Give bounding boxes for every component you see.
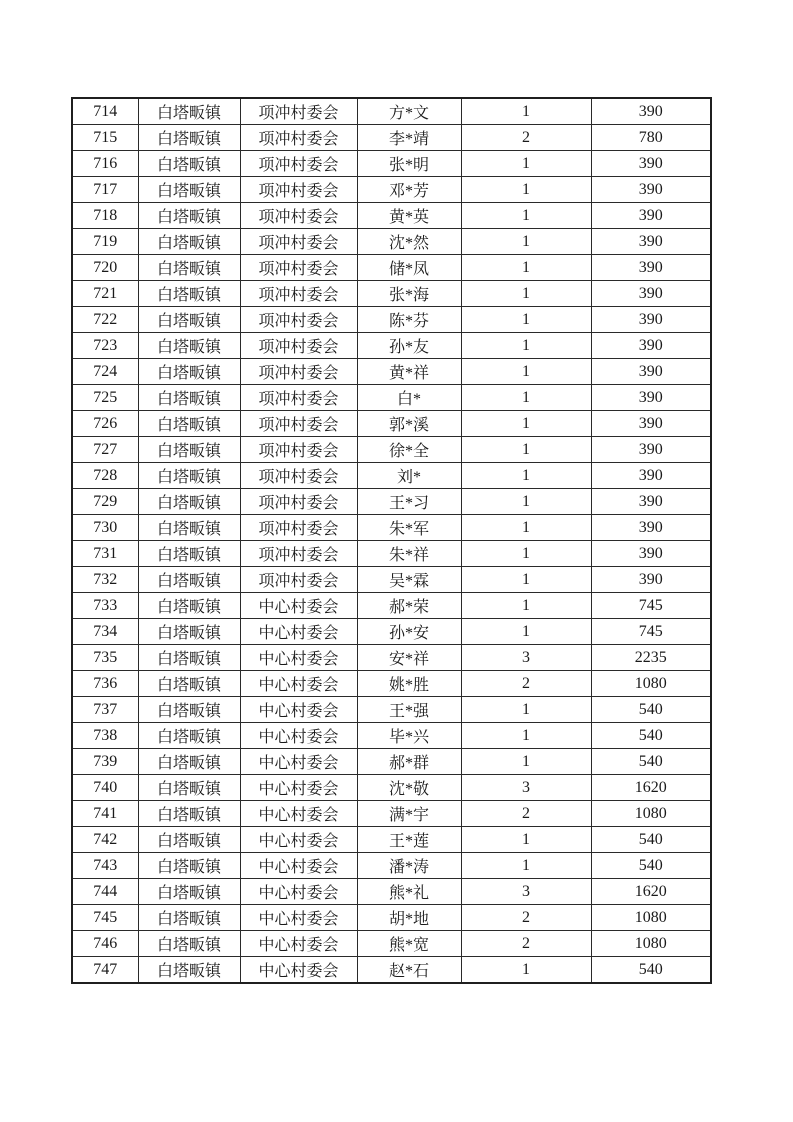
cell-village: 项冲村委会 — [240, 411, 357, 437]
table-row — [72, 359, 711, 385]
cell-name: 胡*地 — [357, 905, 461, 931]
cell-serial: 722 — [72, 307, 138, 333]
cell-amount: 390 — [591, 567, 711, 593]
cell-village: 项冲村委会 — [240, 437, 357, 463]
cell-amount: 540 — [591, 957, 711, 984]
cell-village: 中心村委会 — [240, 749, 357, 775]
cell-town: 白塔畈镇 — [138, 177, 240, 203]
cell-serial: 719 — [72, 229, 138, 255]
cell-name: 陈*芬 — [357, 307, 461, 333]
table-row — [72, 723, 711, 749]
cell-town: 白塔畈镇 — [138, 593, 240, 619]
cell-name: 朱*军 — [357, 515, 461, 541]
cell-amount: 1620 — [591, 879, 711, 905]
cell-count: 2 — [461, 125, 591, 151]
cell-serial: 741 — [72, 801, 138, 827]
cell-count: 1 — [461, 957, 591, 984]
cell-village: 项冲村委会 — [240, 333, 357, 359]
cell-name: 郭*溪 — [357, 411, 461, 437]
cell-serial: 737 — [72, 697, 138, 723]
cell-name: 黄*英 — [357, 203, 461, 229]
cell-village: 中心村委会 — [240, 827, 357, 853]
cell-count: 1 — [461, 255, 591, 281]
cell-amount: 1080 — [591, 671, 711, 697]
cell-count: 1 — [461, 489, 591, 515]
cell-village: 项冲村委会 — [240, 567, 357, 593]
cell-serial: 726 — [72, 411, 138, 437]
cell-serial: 723 — [72, 333, 138, 359]
cell-name: 黄*祥 — [357, 359, 461, 385]
cell-amount: 540 — [591, 723, 711, 749]
cell-serial: 717 — [72, 177, 138, 203]
cell-name: 熊*礼 — [357, 879, 461, 905]
cell-town: 白塔畈镇 — [138, 333, 240, 359]
cell-amount: 780 — [591, 125, 711, 151]
cell-village: 项冲村委会 — [240, 177, 357, 203]
cell-village: 中心村委会 — [240, 931, 357, 957]
cell-amount: 745 — [591, 593, 711, 619]
cell-town: 白塔畈镇 — [138, 541, 240, 567]
table-row — [72, 333, 711, 359]
cell-amount: 390 — [591, 411, 711, 437]
table-row — [72, 801, 711, 827]
cell-serial: 716 — [72, 151, 138, 177]
cell-count: 1 — [461, 827, 591, 853]
cell-amount: 745 — [591, 619, 711, 645]
cell-name: 徐*全 — [357, 437, 461, 463]
cell-village: 中心村委会 — [240, 905, 357, 931]
cell-amount: 540 — [591, 749, 711, 775]
table-row — [72, 203, 711, 229]
cell-name: 沈*然 — [357, 229, 461, 255]
cell-count: 1 — [461, 411, 591, 437]
table-row — [72, 827, 711, 853]
table-row — [72, 697, 711, 723]
cell-town: 白塔畈镇 — [138, 385, 240, 411]
cell-count: 1 — [461, 307, 591, 333]
cell-serial: 746 — [72, 931, 138, 957]
cell-village: 项冲村委会 — [240, 255, 357, 281]
table-row — [72, 515, 711, 541]
cell-amount: 1080 — [591, 801, 711, 827]
cell-count: 2 — [461, 671, 591, 697]
cell-town: 白塔畈镇 — [138, 489, 240, 515]
cell-name: 姚*胜 — [357, 671, 461, 697]
cell-amount: 390 — [591, 151, 711, 177]
table-row — [72, 905, 711, 931]
cell-town: 白塔畈镇 — [138, 255, 240, 281]
cell-name: 邓*芳 — [357, 177, 461, 203]
cell-town: 白塔畈镇 — [138, 463, 240, 489]
cell-village: 中心村委会 — [240, 697, 357, 723]
cell-serial: 721 — [72, 281, 138, 307]
cell-serial: 733 — [72, 593, 138, 619]
cell-town: 白塔畈镇 — [138, 671, 240, 697]
cell-village: 中心村委会 — [240, 775, 357, 801]
table-row — [72, 541, 711, 567]
cell-town: 白塔畈镇 — [138, 697, 240, 723]
cell-town: 白塔畈镇 — [138, 905, 240, 931]
table-row — [72, 98, 711, 125]
cell-town: 白塔畈镇 — [138, 411, 240, 437]
cell-village: 项冲村委会 — [240, 281, 357, 307]
cell-town: 白塔畈镇 — [138, 645, 240, 671]
cell-town: 白塔畈镇 — [138, 151, 240, 177]
cell-amount: 390 — [591, 333, 711, 359]
cell-name: 孙*友 — [357, 333, 461, 359]
cell-serial: 728 — [72, 463, 138, 489]
cell-village: 项冲村委会 — [240, 463, 357, 489]
cell-name: 赵*石 — [357, 957, 461, 984]
cell-village: 中心村委会 — [240, 619, 357, 645]
cell-count: 3 — [461, 645, 591, 671]
cell-count: 3 — [461, 879, 591, 905]
cell-amount: 1080 — [591, 931, 711, 957]
cell-amount: 390 — [591, 359, 711, 385]
cell-name: 沈*敬 — [357, 775, 461, 801]
cell-amount: 390 — [591, 489, 711, 515]
cell-count: 1 — [461, 98, 591, 125]
table-row — [72, 619, 711, 645]
cell-amount: 390 — [591, 385, 711, 411]
cell-name: 朱*祥 — [357, 541, 461, 567]
cell-serial: 736 — [72, 671, 138, 697]
cell-town: 白塔畈镇 — [138, 125, 240, 151]
cell-village: 中心村委会 — [240, 593, 357, 619]
cell-amount: 390 — [591, 307, 711, 333]
table-row — [72, 385, 711, 411]
cell-count: 1 — [461, 749, 591, 775]
table-row — [72, 645, 711, 671]
table-row — [72, 957, 711, 984]
records-table — [71, 97, 712, 984]
cell-village: 中心村委会 — [240, 671, 357, 697]
cell-serial: 743 — [72, 853, 138, 879]
cell-village: 中心村委会 — [240, 645, 357, 671]
cell-name: 郝*荣 — [357, 593, 461, 619]
cell-town: 白塔畈镇 — [138, 359, 240, 385]
table-row — [72, 437, 711, 463]
cell-amount: 2235 — [591, 645, 711, 671]
cell-name: 毕*兴 — [357, 723, 461, 749]
cell-count: 3 — [461, 775, 591, 801]
cell-amount: 390 — [591, 203, 711, 229]
cell-count: 1 — [461, 385, 591, 411]
table-row — [72, 775, 711, 801]
table-row — [72, 177, 711, 203]
cell-name: 张*海 — [357, 281, 461, 307]
table-row — [72, 671, 711, 697]
cell-village: 中心村委会 — [240, 801, 357, 827]
cell-town: 白塔畈镇 — [138, 801, 240, 827]
cell-amount: 390 — [591, 177, 711, 203]
table-row — [72, 853, 711, 879]
cell-village: 项冲村委会 — [240, 98, 357, 125]
cell-amount: 1620 — [591, 775, 711, 801]
cell-name: 安*祥 — [357, 645, 461, 671]
cell-town: 白塔畈镇 — [138, 307, 240, 333]
table-row — [72, 463, 711, 489]
cell-count: 1 — [461, 567, 591, 593]
cell-town: 白塔畈镇 — [138, 853, 240, 879]
table-row — [72, 125, 711, 151]
cell-amount: 390 — [591, 437, 711, 463]
cell-name: 方*文 — [357, 98, 461, 125]
cell-name: 王*强 — [357, 697, 461, 723]
cell-count: 1 — [461, 229, 591, 255]
cell-name: 王*莲 — [357, 827, 461, 853]
cell-serial: 740 — [72, 775, 138, 801]
cell-village: 项冲村委会 — [240, 203, 357, 229]
cell-serial: 745 — [72, 905, 138, 931]
cell-count: 1 — [461, 177, 591, 203]
cell-name: 吴*霖 — [357, 567, 461, 593]
table-row — [72, 307, 711, 333]
cell-village: 中心村委会 — [240, 853, 357, 879]
cell-serial: 744 — [72, 879, 138, 905]
cell-amount: 540 — [591, 697, 711, 723]
cell-amount: 390 — [591, 463, 711, 489]
cell-serial: 725 — [72, 385, 138, 411]
cell-count: 1 — [461, 333, 591, 359]
cell-count: 1 — [461, 463, 591, 489]
cell-village: 项冲村委会 — [240, 489, 357, 515]
cell-village: 中心村委会 — [240, 957, 357, 984]
cell-name: 刘* — [357, 463, 461, 489]
table-row — [72, 749, 711, 775]
cell-serial: 731 — [72, 541, 138, 567]
table-row — [72, 151, 711, 177]
cell-count: 1 — [461, 203, 591, 229]
cell-count: 1 — [461, 853, 591, 879]
cell-serial: 720 — [72, 255, 138, 281]
cell-town: 白塔畈镇 — [138, 229, 240, 255]
cell-count: 2 — [461, 931, 591, 957]
cell-serial: 730 — [72, 515, 138, 541]
cell-amount: 540 — [591, 827, 711, 853]
cell-serial: 739 — [72, 749, 138, 775]
cell-town: 白塔畈镇 — [138, 957, 240, 984]
cell-name: 满*宇 — [357, 801, 461, 827]
table-row — [72, 931, 711, 957]
cell-count: 1 — [461, 515, 591, 541]
cell-serial: 715 — [72, 125, 138, 151]
cell-count: 1 — [461, 437, 591, 463]
cell-count: 1 — [461, 281, 591, 307]
cell-name: 郝*群 — [357, 749, 461, 775]
cell-name: 孙*安 — [357, 619, 461, 645]
table-row — [72, 229, 711, 255]
cell-amount: 1080 — [591, 905, 711, 931]
cell-serial: 714 — [72, 98, 138, 125]
cell-serial: 742 — [72, 827, 138, 853]
cell-serial: 732 — [72, 567, 138, 593]
cell-town: 白塔畈镇 — [138, 203, 240, 229]
cell-village: 项冲村委会 — [240, 515, 357, 541]
cell-count: 1 — [461, 697, 591, 723]
cell-village: 中心村委会 — [240, 879, 357, 905]
cell-name: 白* — [357, 385, 461, 411]
table-row — [72, 281, 711, 307]
cell-name: 李*靖 — [357, 125, 461, 151]
cell-name: 熊*宽 — [357, 931, 461, 957]
cell-town: 白塔畈镇 — [138, 437, 240, 463]
cell-amount: 390 — [591, 98, 711, 125]
cell-name: 储*凤 — [357, 255, 461, 281]
cell-village: 项冲村委会 — [240, 151, 357, 177]
cell-town: 白塔畈镇 — [138, 931, 240, 957]
table-row — [72, 593, 711, 619]
cell-village: 项冲村委会 — [240, 125, 357, 151]
cell-name: 张*明 — [357, 151, 461, 177]
table-row — [72, 879, 711, 905]
cell-serial: 734 — [72, 619, 138, 645]
cell-village: 项冲村委会 — [240, 359, 357, 385]
table-row — [72, 567, 711, 593]
cell-count: 1 — [461, 723, 591, 749]
cell-village: 项冲村委会 — [240, 541, 357, 567]
cell-serial: 724 — [72, 359, 138, 385]
cell-serial: 747 — [72, 957, 138, 984]
cell-serial: 735 — [72, 645, 138, 671]
cell-count: 1 — [461, 619, 591, 645]
cell-serial: 718 — [72, 203, 138, 229]
cell-town: 白塔畈镇 — [138, 723, 240, 749]
cell-village: 项冲村委会 — [240, 307, 357, 333]
cell-count: 2 — [461, 801, 591, 827]
cell-serial: 738 — [72, 723, 138, 749]
cell-town: 白塔畈镇 — [138, 281, 240, 307]
cell-amount: 540 — [591, 853, 711, 879]
cell-count: 2 — [461, 905, 591, 931]
cell-amount: 390 — [591, 541, 711, 567]
table-row — [72, 411, 711, 437]
cell-amount: 390 — [591, 255, 711, 281]
cell-town: 白塔畈镇 — [138, 879, 240, 905]
cell-serial: 729 — [72, 489, 138, 515]
cell-village: 项冲村委会 — [240, 229, 357, 255]
cell-count: 1 — [461, 593, 591, 619]
cell-count: 1 — [461, 541, 591, 567]
cell-count: 1 — [461, 359, 591, 385]
cell-town: 白塔畈镇 — [138, 619, 240, 645]
cell-town: 白塔畈镇 — [138, 775, 240, 801]
table-row — [72, 255, 711, 281]
cell-town: 白塔畈镇 — [138, 749, 240, 775]
cell-serial: 727 — [72, 437, 138, 463]
table-row — [72, 489, 711, 515]
cell-town: 白塔畈镇 — [138, 567, 240, 593]
cell-village: 项冲村委会 — [240, 385, 357, 411]
cell-amount: 390 — [591, 281, 711, 307]
cell-name: 王*习 — [357, 489, 461, 515]
records-table-body — [72, 98, 711, 983]
cell-amount: 390 — [591, 515, 711, 541]
cell-amount: 390 — [591, 229, 711, 255]
cell-town: 白塔畈镇 — [138, 515, 240, 541]
cell-town: 白塔畈镇 — [138, 98, 240, 125]
cell-town: 白塔畈镇 — [138, 827, 240, 853]
cell-village: 中心村委会 — [240, 723, 357, 749]
cell-name: 潘*涛 — [357, 853, 461, 879]
cell-count: 1 — [461, 151, 591, 177]
